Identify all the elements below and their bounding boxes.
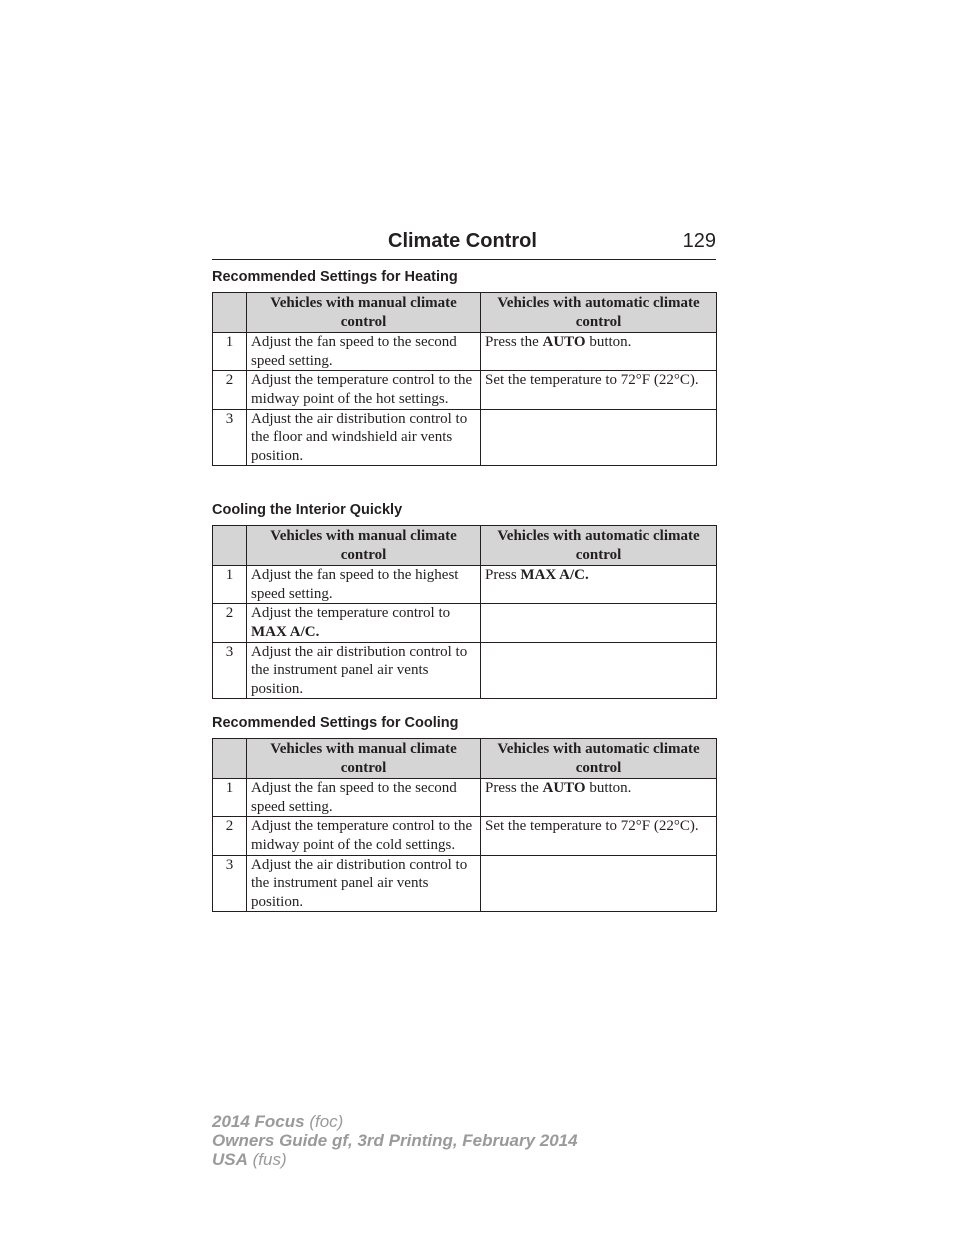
manual-instruction: Adjust the air distribution control to the instrument panel air vents position. <box>247 642 481 699</box>
step-number: 3 <box>213 642 247 699</box>
step-number: 3 <box>213 409 247 466</box>
control-keyword: AUTO <box>542 334 586 351</box>
table-row <box>213 779 717 817</box>
table-row <box>213 642 717 699</box>
manual-instruction: Adjust the temperature control to the midway point of the hot settings. <box>247 371 481 409</box>
step-number: 2 <box>213 817 247 855</box>
header-automatic: Vehicles with automatic climate control <box>481 293 717 333</box>
manual-instruction: Adjust the air distribution control to the instrument panel air vents position. <box>247 855 481 912</box>
automatic-instruction <box>481 642 717 699</box>
document-footer <box>212 1112 578 1169</box>
manual-instruction: Adjust the fan speed to the highest speed setting. <box>247 566 481 604</box>
step-number: 1 <box>213 566 247 604</box>
header-number-cell <box>213 739 247 779</box>
footer-market-line: USA (fus) <box>212 1150 287 1169</box>
step-number: 2 <box>213 604 247 642</box>
automatic-instruction <box>481 604 717 642</box>
page-number: 129 <box>682 230 716 252</box>
section-cooling <box>212 714 716 912</box>
automatic-instruction <box>481 409 717 466</box>
header-number-cell <box>213 526 247 566</box>
header-automatic: Vehicles with automatic climate control <box>481 739 717 779</box>
manual-instruction: Adjust the fan speed to the second speed setting. <box>247 779 481 817</box>
table-row <box>213 371 717 409</box>
cooling-settings-table <box>212 738 717 912</box>
automatic-instruction: Set the temperature to 72°F (22°C). <box>481 817 717 855</box>
cooling-quickly-table <box>212 525 717 699</box>
table-row <box>213 604 717 642</box>
section-title: Recommended Settings for Cooling <box>212 715 459 731</box>
automatic-instruction: Press MAX A/C. <box>481 566 717 604</box>
header-manual: Vehicles with manual climate control <box>247 739 481 779</box>
section-title: Cooling the Interior Quickly <box>212 502 403 518</box>
step-number: 1 <box>213 333 247 371</box>
heating-settings-table <box>212 292 717 466</box>
section-title: Recommended Settings for Heating <box>212 269 458 285</box>
table-header-row <box>213 293 717 333</box>
section-heating <box>212 268 716 466</box>
step-number: 2 <box>213 371 247 409</box>
control-keyword: AUTO <box>542 780 586 797</box>
manual-instruction: Adjust the fan speed to the second speed setting. <box>247 333 481 371</box>
page-header <box>212 228 716 260</box>
table-row <box>213 855 717 912</box>
header-manual: Vehicles with manual climate control <box>247 293 481 333</box>
section-cooling-quickly <box>212 501 716 699</box>
table-row <box>213 817 717 855</box>
header-automatic: Vehicles with automatic climate control <box>481 526 717 566</box>
automatic-instruction: Press the AUTO button. <box>481 333 717 371</box>
table-row <box>213 409 717 466</box>
automatic-instruction: Press the AUTO button. <box>481 779 717 817</box>
manual-instruction: Adjust the air distribution control to the floor and windshield air vents position. <box>247 409 481 466</box>
manual-instruction: Adjust the temperature control to MAX A/C. <box>247 604 481 642</box>
table-row <box>213 333 717 371</box>
page-title: Climate Control <box>388 230 537 252</box>
header-manual: Vehicles with manual climate control <box>247 526 481 566</box>
footer-model-line: 2014 Focus (foc) <box>212 1112 344 1131</box>
step-number: 1 <box>213 779 247 817</box>
automatic-instruction <box>481 855 717 912</box>
control-keyword: MAX A/C. <box>251 623 320 640</box>
table-header-row <box>213 739 717 779</box>
control-keyword: MAX A/C. <box>520 567 589 584</box>
table-row <box>213 566 717 604</box>
table-header-row <box>213 526 717 566</box>
manual-instruction: Adjust the temperature control to the midway point of the cold settings. <box>247 817 481 855</box>
header-number-cell <box>213 293 247 333</box>
automatic-instruction: Set the temperature to 72°F (22°C). <box>481 371 717 409</box>
footer-printing-line: Owners Guide gf, 3rd Printing, February 2014 <box>212 1131 578 1150</box>
step-number: 3 <box>213 855 247 912</box>
